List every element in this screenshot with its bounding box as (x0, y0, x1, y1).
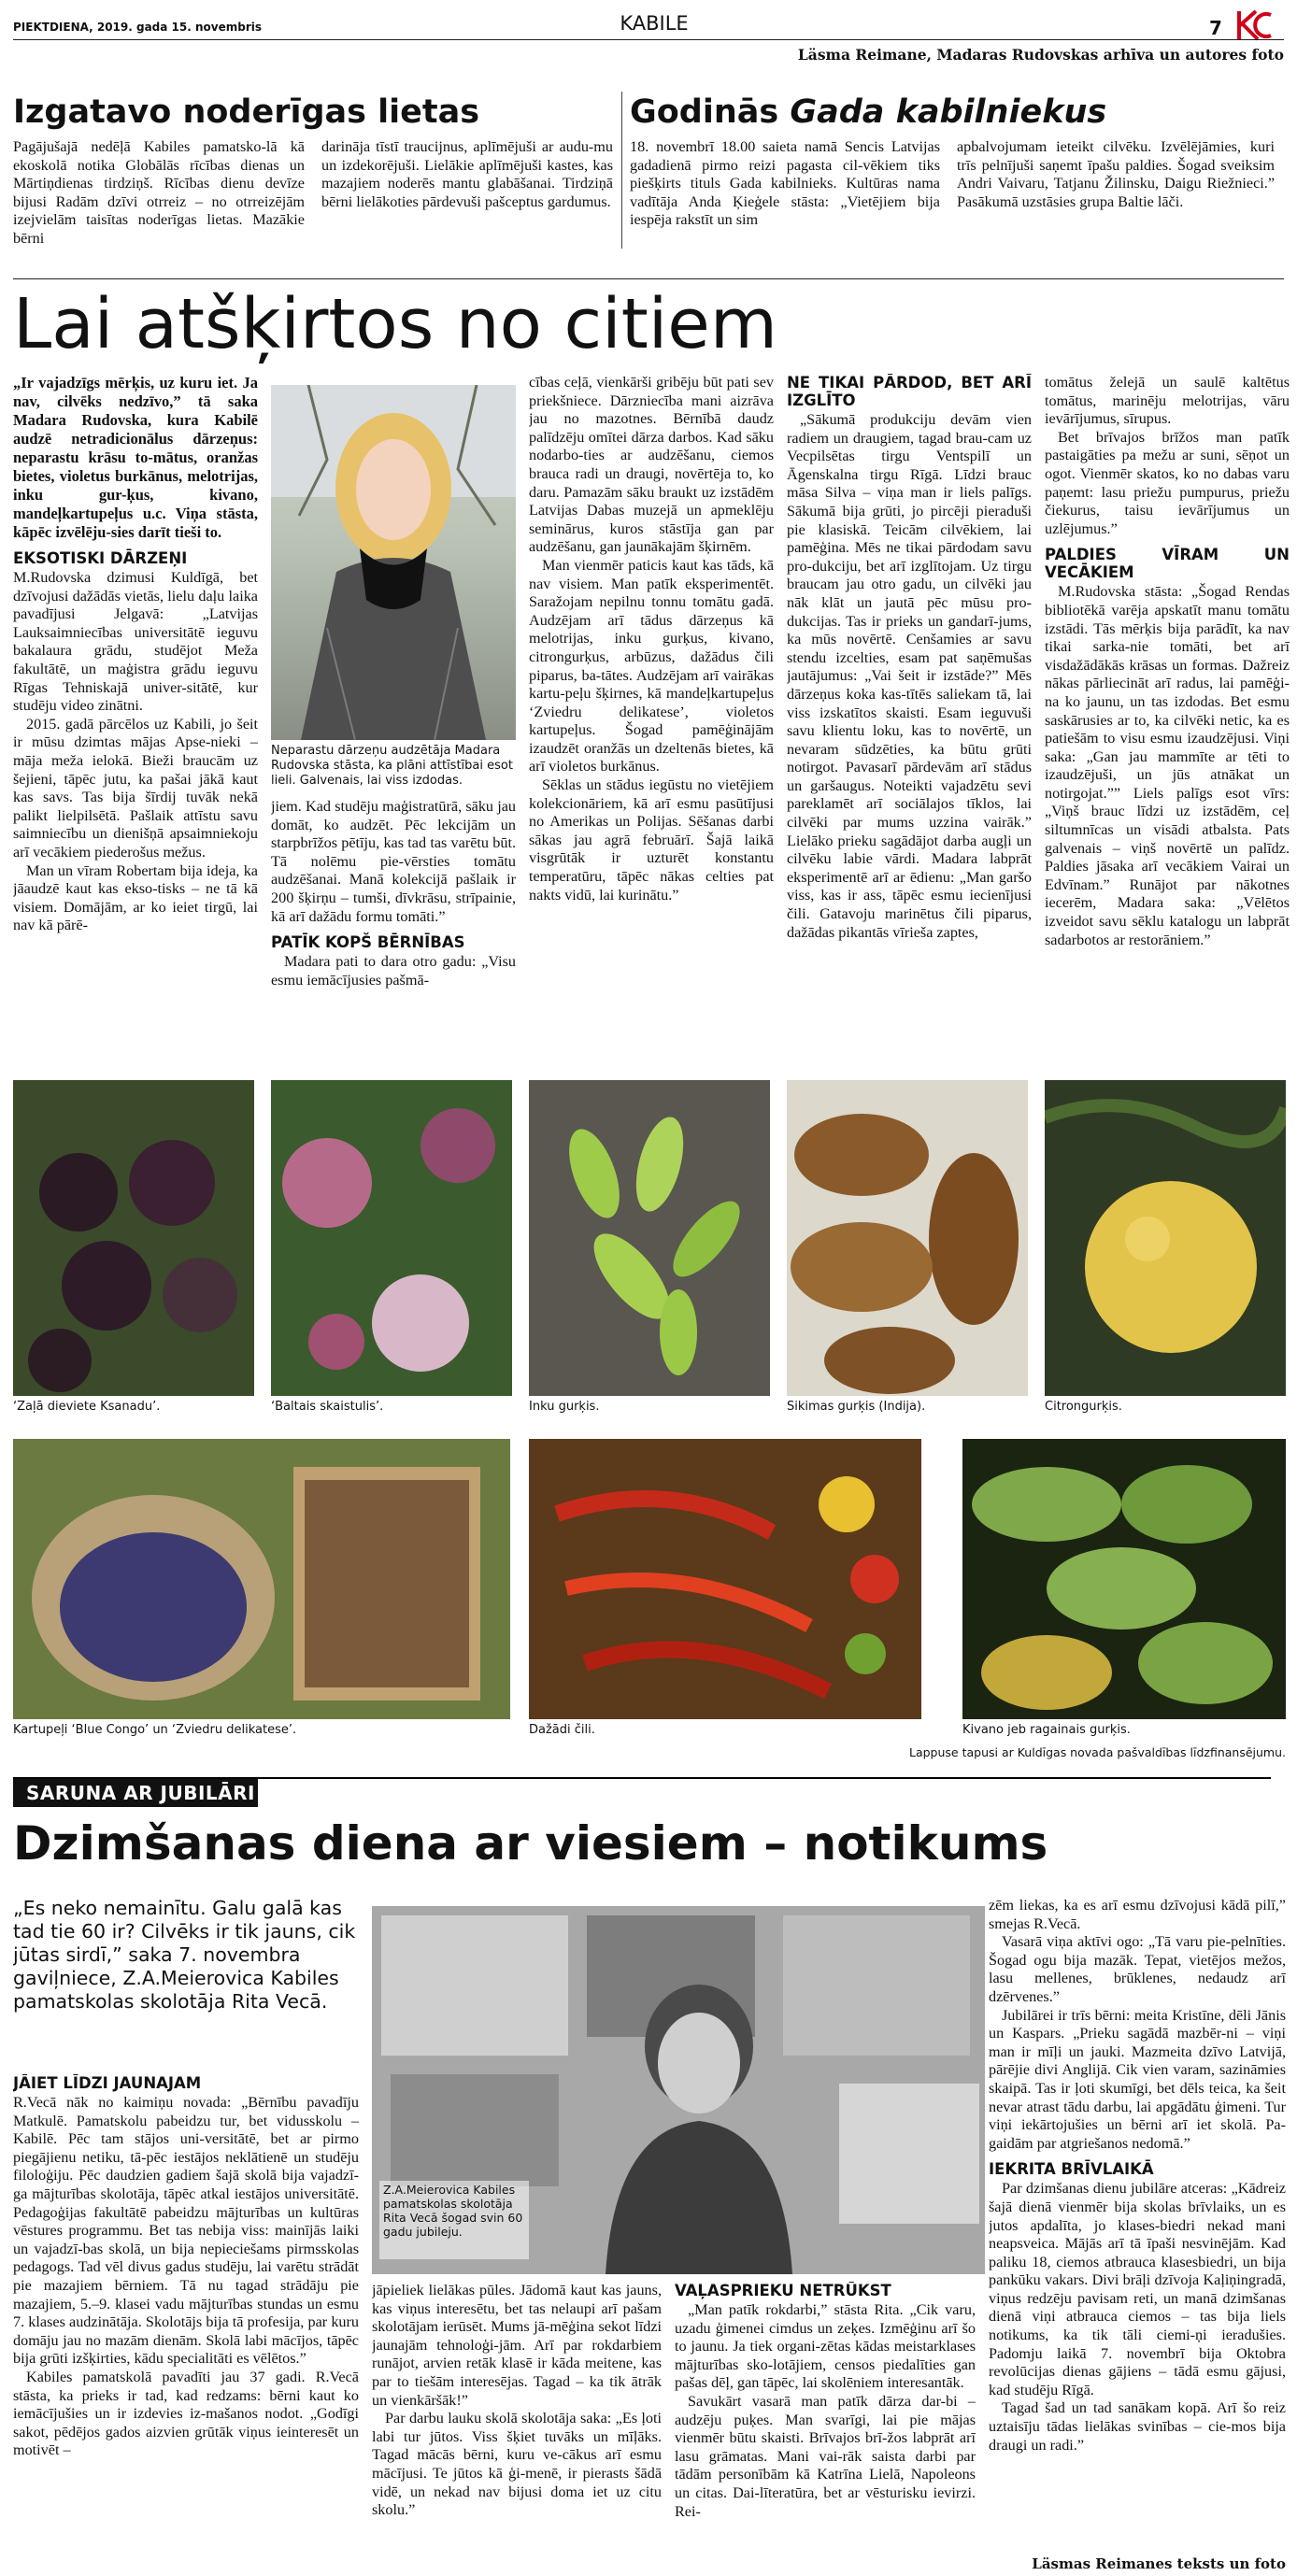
teacher-photo-caption: Z.A.Meierovica Kabiles pamatskolas skolotāja Rita Vecā šogad svin 60 gadu jubileju. (379, 2181, 529, 2259)
brief-right-col2: apbalvojumam ieteikt cilvēku. Izvēlējāmies, kuri trīs pelnījuši saņemt īpašu paldies. Šogad sveiksim Andri Vaivaru, Tatjanu Žilinsku, Daigu Riežnieci.” Pasākumā uzstāsies grupa Baltie lāči. (957, 138, 1275, 210)
brief-right-title-italic: Gada kabilniekus (790, 93, 1107, 131)
gallery-caption-5: Citrongurķis. (1045, 1400, 1122, 1414)
photo-inca-cucumber (529, 1080, 770, 1396)
feature-col3-p3: Sēklas un stādus iegūstu no vietējiem kolekcionāriem, kā arī esmu pasūtījusi no Amerikas un Polijas. Sēšanas darbi sākas jau agrā februārī. Šajā laikā visgrūtāk ir uzturēt konstantu temperatūru, tāpēc nākas celties pat nakts vidū, lai kurinātu.” (529, 776, 774, 904)
photo-tomatoes-white (271, 1080, 512, 1396)
jubilee-sub-young: JĀIET LĪDZI JAUNAJAM (13, 2074, 202, 2092)
briefs-bottom-rule (13, 278, 1284, 279)
jubilee-col4 (989, 1897, 1286, 2560)
portrait-caption: Neparastu dārzeņu audzētāja Madara Rudovska stāsta, ka plāni attīstībai esot lieli. Galvenais, lai viss izdodas. (271, 744, 513, 788)
photo-potatoes (13, 1439, 510, 1719)
feature-col1-p3: Man un vīram Robertam bija ideja, ka jāaudzē kaut kas ekso-tisks – ne tā kā visiem. Domājām, ar ko ieiet tirgū, lai nav kā pārē- (13, 861, 258, 934)
jubilee-col4-p2: Vasarā viņa aktīvi ogo: „Tā varu pie-pelnīties. Šogad ogu bija mazāk. Tepat, vietējos mežos, lasu mellenes, brūklenes, nedaudz arī dzērvenes.” (989, 1933, 1286, 2005)
kiwano-icon (962, 1439, 1286, 1719)
brief-left (13, 92, 620, 269)
jubilee-col3-p2: Savukārt vasarā man patīk dārza dar-bi – audzēju puķes. Man svarīgi, lai pie mājas vienmēr būtu skaisti. Brīvajos brī-žos labprāt arī lasu grāmatas. Mani vai-rāk saista darbi par tādām personībām kā Katrīna Lielā, Napoleons un citas. Dai-līteratūra, bet ar vēsturisku ievirzi. Rei- (675, 2392, 976, 2520)
jubilee-col4-p5: Tagad šad un tad sanākam kopā. Arī šo reiz uztaisīju tādas lielākas svinības – cie-mos bija draugi un radi.” (989, 2399, 1286, 2454)
feature-sub-educate: NE TIKAI PĀRDOD, BET ARĪ IZGLĪTO (787, 374, 1032, 409)
jubilee-col2-p2: Par darbu lauku skolā skolotāja saka: „Es ļoti labi tur jūtos. Viss šķiet tuvāks un mīļāks. Tagad mācās bērni, kuru ve-cākus arī esmu mācījusi. Te jūtos kā ģi-menē, ir pierasts šādā vidē, un nekad nav bijusi doma iet uz citu skolu.” (372, 2410, 662, 2519)
portrait-figure-icon (271, 385, 516, 740)
feature-col5-p2: Bet brīvajos brīžos man patīk pastaigāties pa mežu ar suni, sēņot un ogot. Vienmēr skatos, ko no dabas varu paņemt: lasu priežu pumpurus, priežu čiekurus, taisu ievārījumus un uzlējumus.” (1045, 428, 1290, 537)
jubilee-col4-p4: Par dzimšanas dienu jubilāre atceras: „Kādreiz šajā dienā vienmēr bija skolas brīvlaiks, un es jutos apdalīta, jo klases-biedri nekad mani neapsveica. Mājās arī tā īpaši nesvinējām. Kad paliku 18, ciemos atbrauca klasesbiedri, un bija pankūku vakars. Divi brāļi dzīvoja Kaļiņingradā, viņus redzēju pavisam reti, un manā dzimšanas dienā viņi atbrauca ciemos – tas bija liels notikums, ka tik tāli ciemi-ņi ieradušies. Padomju laikā 7. novembrī bija Oktobra revolūcijas dienas gājiens – tādā esmu gājusi, kad studēju Rīgā. (989, 2180, 1286, 2398)
white-tomatoes-icon (271, 1080, 512, 1396)
funding-note: Lappuse tapusi ar Kuldīgas novada pašvaldības līdzfinansējumu. (908, 1745, 1286, 1759)
page-number: 7 (1209, 17, 1222, 39)
gallery-caption-1: ‘Zaļā dieviete Ksanadu’. (13, 1400, 161, 1414)
section-title: KABILE (620, 12, 689, 35)
jubilee-col3-p1: „Man patīk rokdarbi,” stāsta Rita. „Cik varu, uzadu ģimenei cimdus un zeķes. Izmēģinu arī šo to jaunu. Ja tiek organi-zētas kādas meistarklases mājturības sko-lotājiem, censos piedalīties gan pašas dēļ, gan tāpēc, lai skolēniem interesantāk. (675, 2301, 976, 2392)
feature-col1 (13, 374, 258, 1084)
jubilee-col2-p1: jāpieliek lielākas pūles. Jādomā kaut kas jauns, kas viņus interesētu, bet tas nelaupi arī pašam skolotājam ierūsēt. Mums jā-mēģina sekot līdzi jaunajām tehnoloģi-jām. Arī par rokdarbiem runājot, arvien retāk klasē ir kāda meitene, kas par to tiešām interesējas. Tagad – ka tik ātrāk un vienkāršāk!” (372, 2282, 662, 2409)
chili-icon (529, 1439, 921, 1719)
brief-right-title (630, 92, 1284, 135)
gallery-caption-2: ‘Baltais skaistulis’. (271, 1400, 384, 1414)
header-rule (13, 39, 1284, 40)
gallery-caption-8: Kivano jeb ragainais gurķis. (962, 1723, 1131, 1737)
header-date (13, 19, 387, 36)
brief-divider (621, 92, 622, 249)
gallery-caption-4: Sikimas gurķis (Indija). (787, 1400, 926, 1414)
jubilee-col2 (372, 2282, 662, 2569)
feature-col1-p2: 2015. gadā pārcēlos uz Kabili, jo šeit ir mūsu dzimtas mājas Apse-nieki – māja meža ielokā. Bieži braucām uz šejieni, tāpēc jutu, ka pašai jākā kaut kas savs. Tas bija šīrdij tuvāk nekā palikt lielpilsētā. Pašlaik attīstu savu saimniecību un dienišņā apsaimniekoju arī vecākiem piederošus mežus. (13, 715, 258, 861)
brief-right (630, 92, 1284, 269)
jubilee-col3 (675, 2282, 976, 2569)
feature-col3-p2: Man vienmēr paticis kaut kas tāds, kā nav visiem. Man patīk eksperimentēt. Saražojam nepilnu tonnu tomātu gadā. Audzējam arī tādus dārzeņus kā melotrijas, inku gurķus, kivano, citrongurķus, arbūzus, dažādus čili piparus, ba-tātes. Audzējam arī vairākas kartu-peļu šķirnes, kā mandeļkartupeļus ‘Zviedru delikatese’, violetos kartupeļus. Šogad pamēģinājām izaudzēt oranžās un dzeltenās bietes, kā arī violetos burkānus. (529, 556, 774, 776)
brief-right-col1: 18. novembrī 18.00 saieta namā Sencis Latvijas gadadienā pirmo reizi pagasta cil-vēkiem tiks piešķirts tituls Gada kabilnieks. Kultūras nama vadītāja Anda Ķieģele stāsta: „Vietējiem bija iespēja rakstīt un sim (630, 138, 940, 229)
photo-sikkim-cucumber (787, 1080, 1028, 1396)
photo-lemon-cucumber (1045, 1080, 1286, 1396)
jubilee-kicker: SARUNA AR JUBILĀRI (13, 1779, 258, 1807)
feature-sub-exotic: EKSOTISKI DĀRZEŅI (13, 549, 188, 567)
photo-tomatoes-dark (13, 1080, 254, 1396)
gallery-caption-7: Dažādi čili. (529, 1723, 595, 1737)
jubilee-byline: Läsmas Reimanes teksts un foto (989, 2555, 1286, 2573)
jubilee-col4-p3: Jubilārei ir trīs bērni: meita Kristīne, dēli Jānis un Kaspars. „Prieku sagādā mazbēr-ni – viņi man ir mīļi un jauki. Mazmeita dzīvo Latvijā, pārējie divi Anglijā. Cik vien varam, sazināmies skaipā. Tas ir ļoti skumīgi, bet dēls teica, ka šeit nevar atrast tādu darbu, lai apgādātu ģimeni. Tur viņi iekārtojušies un bērni arī iet skolā. Pa-gaidām par atgriešanos nedomā.” (989, 2006, 1286, 2152)
gallery-caption-3: Inku gurķis. (529, 1400, 600, 1414)
feature-col2-p1: jiem. Kad studēju maģistratūrā, sāku jau domāt, ko audzēt. Pēc lekcijām un starpbrīžos pētīju, kas tad tas varētu būt. Tā nolēmu pie-vērsties tomātu audzēšanai. Manā kolekcijā pašlaik ir 200 šķirņu – tumši, dīvkrāsu, strīpainie, kā arī dažādu formu tomāti.” (271, 798, 516, 925)
jubilee-sub-hobbies: VAĻASPRIEKU NETRŪKST (675, 2282, 891, 2299)
lemon-cucumber-icon (1045, 1080, 1286, 1396)
feature-sub-childhood: PATĪK KOPŠ BĒRNĪBAS (271, 933, 465, 952)
feature-col2-p2: Madara pati to dara otro gadu: „Visu esmu iemācījusies pašmā- (271, 953, 516, 989)
feature-col3-p1: cības ceļā, vienkārši gribēju būt pati sev priekšniece. Dārzniecība mani aizrāva jau no mazotnes. Bērnībā daudz palīdzēju omītei dārza darbos. Kad sāku nodarbo-ties ar audzēšanu, ciemos brauca radi un draugi, novērtēja to, ko daru. Pamazām sāku braukt uz izstādēm Latvijas Dabas muzejā un apmeklēju seminārus, kuros stāstīja gan par audzēšanu, gan jaunākajām šķirnēm. (529, 374, 774, 556)
logo-icon (1233, 7, 1275, 43)
dark-tomatoes-icon (13, 1080, 254, 1396)
feature-col5-p1: tomātus želejā un saulē kaltētus tomātus, marinēju melotrijas, vāru ievārījumus, sīrupus. (1045, 374, 1290, 428)
inca-cucumber-icon (529, 1080, 770, 1396)
jubilee-quote: „Es neko nemainītu. Galu galā kas tad tie 60 ir? Cilvēks ir tik jauns, cik jūtas sirdī,” saka 7. novembra gaviļniece, Z.A.Meierovica Kabiles pamatskolas skolotāja Rita Vecā. (13, 1897, 356, 2013)
header-date-text: PIEKTDIENA, 2019. gada 15. novembris (13, 21, 262, 34)
header-photo-credit: Läsma Reimane, Madaras Rudovskas arhīva un autores foto (797, 46, 1284, 64)
feature-lead: „Ir vajadzīgs mērķis, uz kuru iet. Ja nav, cilvēks nedzīvo,” tā saka Madara Rudovska, kura Kabilē audzē netradicionālus dārzeņus: neparastu krāsu to-mātus, oranžas bietes, violetus burkānus, melotrijas, inku gur-ķus, kivano, mandeļkartupeļus u.c. Viņa stāsta, kāpēc izvēlēju-sies darīt tieši to. (13, 374, 258, 541)
feature-col5-p3: M.Rudovska stāsta: „Šogad Rendas bibliotēkā varēja apskatīt manu tomātu izstādi. Tās mērķis bija parādīt, ka nav tikai sarka-nie tomāti, bet arī visdažādākās krāsas un formas. Dažreiz nākas pārliecināt arī radus, lai pamēģi-na ko jaunu, un tas izdodas. Bet esmu saskārusies ar to, ka cilvēki netic, ka es patiešām to visu esmu izaudzējusi. Viņi saka: „Gan jau mammīte ar tēti to izaudzējuši, un jūs atnākat un notirgojat.”” Liels palīgs esot vīrs: „Viņš brauc līdzi uz izstādēm, ceļ siltumnīcas un visādi atbalsta. Pats galvenais – viņš novērtē un palīdz. Paldies jāsaka arī vecākiem Vairai un Edvīnam.” Runājot par nākotnes iecerēm, Madara saka: „Vēlētos izveidot savu sēklu katalogu un labprāt sadarbotos ar restorāniem.” (1045, 583, 1290, 948)
gallery-caption-6: Kartupeļi ‘Blue Congo’ un ‘Zviedru delikatese’. (13, 1723, 297, 1737)
jubilee-title: Dzimšanas diena ar viesiem – notikums (13, 1816, 1048, 1871)
feature-col3 (529, 374, 774, 1084)
feature-col5 (1045, 374, 1290, 1084)
brief-left-title: Izgatavo noderīgas lietas (13, 93, 480, 131)
feature-col4-p1: „Sākumā produkciju devām vien radiem un draugiem, tagad brau-cam uz Vecpilsētas tirgu Ventspilī un Āgenskalna tirgu Rīgā. Līdzi brauc māsa Silva – viņa man ir liels palīgs. Sākumā bija grūti, jo pircēji pieraduši pie klasiskā. Teicām cilvēkiem, lai pamēģina. Mēs ne tikai pārdodam savu pro-dukciju, bet arī izglītojam. Uz tirgu braucam jau otro gadu, un cilvēki jau nāk klāt un jautā pēc mūsu pro-dukcijas. Tas ir prieks un gandarī-jums, ka mūs novērtē. Cenšamies ar savu stendu izcelties, esam pat saņēmušas jautājumus: „Vai šeit ir izstāde?” Mēs dārzeņus koka kas-tītēs saliekam tā, lai viss izskatītos skaisti. Esam ieguvuši savu klientu loku, kas to novērtē, un nevaram sūdzēties, ka būtu grūti notirgot. Pavasarī pārdevām arī stādus un garšaugus. Noteikti vajadzētu sevi pareklamēt arī sociālajos tīklos, lai cilvēki par mums uzzina vairāk.” Lielāko prieku sagādājot darba augļi un cilvēku labie vārdi. Madara labprāt eksperimentē arī ar ēdienu: „Man garšo viss, kas ir ass, tāpēc esmu iecienījusi čili. Gatavoju marinētus čili piparus, dažādas pikantās vīrieša zaptes, (787, 411, 1032, 941)
feature-col4 (787, 374, 1032, 1084)
sikkim-cucumber-icon (787, 1080, 1028, 1396)
portrait-photo (271, 385, 516, 740)
brief-right-title-plain: Godinās (630, 93, 791, 131)
feature-col1-p1: M.Rudovska dzimusi Kuldīgā, bet dzīvojusi dažādās vietās, lielu daļu laika pavadījusi Jelgavā: „Latvijas Lauksaimniecības universitātē ieguvu bakalaura grādu, studējot Meža fakultātē, un maģistra grādu ieguvu Rīgas Tehniskajā univer-sitātē, kur studēju video zinātni. (13, 569, 258, 715)
jubilee-col1 (13, 2074, 359, 2569)
photo-chili (529, 1439, 921, 1719)
jubilee-col1-p2: Kabiles pamatskolā pavadīti jau 37 gadi. R.Vecā stāsta, ka prieks ir tad, kad redzams: bērni kaut ko iemācījušies un ir izdevies iz-mašanos nodot. „Godīgi sakot, pēdējos gados aizvien grūtāk viņus ieinteresēt un motivēt – (13, 2368, 359, 2459)
photo-kiwano (962, 1439, 1286, 1719)
feature-title: Lai atšķirtos no citiem (13, 284, 777, 364)
potatoes-icon (13, 1439, 510, 1719)
feature-sub-thanks: PALDIES VĪRAM UN VECĀKIEM (1045, 546, 1290, 582)
jubilee-col1-p1: R.Vecā nāk no kaimiņu novada: „Bērnību pavadīju Matkulē. Pamatskolu pabeidzu tur, bet vidusskolu – Kabilē. Pēc tam stājos uni-versitātē, bet ar pirmo piegājienu netiku, tā-pēc iestājos neklātienē un studēju filoloģiju. Pēc daudzien gadiem šajā skolā bija vajadzī-ga mājturības skolotāja, tāpēc atkal iestājos universitātē. Pedagoģijas fakultātē pabeidzu mājturības un kultūras vēstures programmu. Bet tas nebija viss: mainījās laiki un vajadzī-bas skolā, un bija nepieciešams pirmsskolas pedagogs. Tad vēl divus gadus studēju, lai varētu strādāt pie mazajiem bērniem. Tā nu tagad strādāju pie mazajiem, 5.–9. klasei vadu mājturības stundas un esmu 7. klases audzinātāja. Skolotājs bija tā profesija, par kuru domāju jau no mazām dienām. Skolā labi mācījos, tāpēc bija grūti izšķirties, kādu specialitāti es vēlētos.” (13, 2094, 359, 2368)
jubilee-sub-holiday: IEKRITA BRĪVLAIKĀ (989, 2160, 1154, 2179)
feature-col2 (271, 798, 516, 1084)
brief-left-col2: darināja tīstī traucijnus, aplīmējuši ar audu-mu un izdekorējuši. Lielākie aplīmējuši kastes, kas mazajiem noderēs mantu glabāšanai. Tirdziņā bērni lielākoties pārdevuši pašceptus gardumus. (321, 138, 613, 210)
brief-left-col1: Pagājušajā nedēļā Kabiles pamatsko-lā kā ekoskolā notika Globālās rīcības dienas un Mārtiņdienas tirdziņš. Rīcības dienu devīze bijusi Radām dzīvi otrreiz – no otrreizējām izejvielām taisītas noderīgas lietas. Mazākie bērni (13, 138, 305, 247)
jubilee-col4-p1: zēm liekas, ka es arī esmu dzīvojusi kādā pilī,” smejas R.Vecā. (989, 1897, 1286, 1932)
newspaper-logo (1233, 7, 1275, 43)
